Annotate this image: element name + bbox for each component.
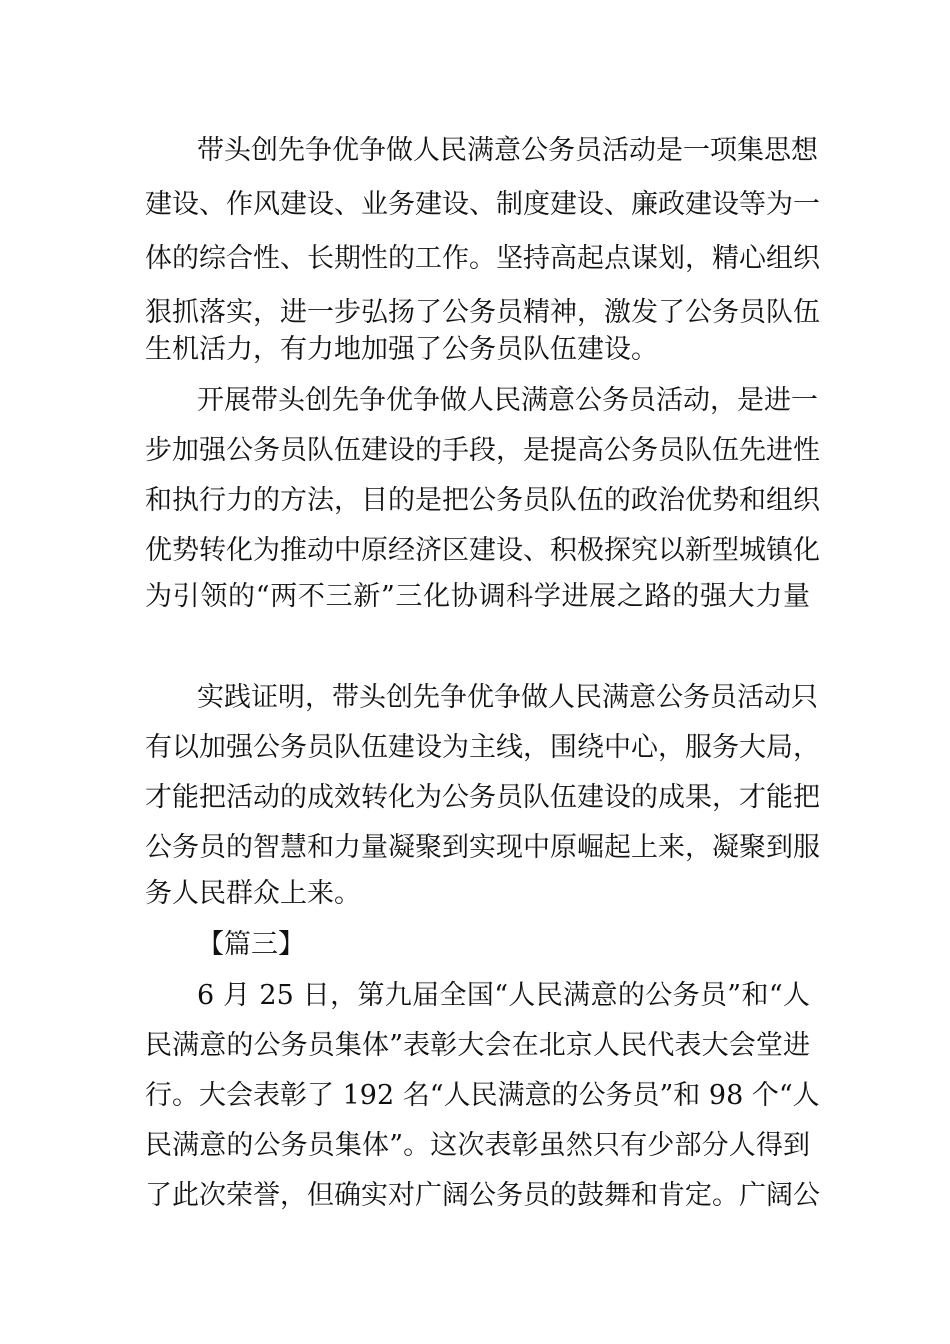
- paragraph-1-line-5: 生机活力，有力地加强了公务员队伍建设。: [145, 334, 658, 365]
- paragraph-1-line-2: 建设、作风建设、业务建设、制度建设、廉政建设等为一: [145, 189, 820, 220]
- paragraph-3-line-1: 实践证明，带头创先争优争做人民满意公务员活动只: [197, 682, 818, 713]
- paragraph-3-line-3: 才能把活动的成效转化为公务员队伍建设的成果，才能把: [145, 782, 820, 813]
- paragraph-5-line-3: 行。大会表彰了 192 名“人民满意的公务员”和 98 个“人: [145, 1080, 820, 1111]
- paragraph-3-line-5: 务人民群众上来。: [145, 878, 361, 909]
- paragraph-3-line-4: 公务员的智慧和力量凝聚到实现中原崛起上来，凝聚到服: [145, 832, 820, 863]
- paragraph-5-line-1: 6 月 25 日，第九届全国“人民满意的公务员”和“人: [197, 980, 810, 1011]
- paragraph-5-line-4: 民满意的公务员集体”。这次表彰虽然只有少部分人得到: [145, 1130, 810, 1161]
- paragraph-1-line-3: 体的综合性、长期性的工作。坚持高起点谋划，精心组织: [145, 243, 820, 274]
- paragraph-2-line-4: 优势转化为推动中原经济区建设、积极探究以新型城镇化: [145, 535, 820, 566]
- section-heading: 【篇三】: [197, 929, 305, 960]
- paragraph-2-line-3: 和执行力的方法，目的是把公务员队伍的政治优势和组织: [145, 485, 820, 516]
- paragraph-1-line-4: 狠抓落实，进一步弘扬了公务员精神，激发了公务员队伍: [145, 297, 820, 328]
- paragraph-5-line-2: 民满意的公务员集体”表彰大会在北京人民代表大会堂进: [145, 1030, 810, 1061]
- paragraph-3-line-2: 有以加强公务员队伍建设为主线，围绕中心，服务大局，: [145, 732, 820, 763]
- paragraph-1-line-1: 带头创先争优争做人民满意公务员活动是一项集思想: [197, 135, 818, 166]
- paragraph-2-line-2: 步加强公务员队伍建设的手段，是提高公务员队伍先进性: [145, 435, 820, 466]
- paragraph-2-line-5: 为引领的“两不三新”三化协调科学进展之路的强大力量: [145, 581, 810, 612]
- paragraph-2-line-1: 开展带头创先争优争做人民满意公务员活动，是进一: [197, 385, 818, 416]
- paragraph-5-line-5: 了此次荣誉，但确实对广阔公务员的鼓舞和肯定。广阔公: [145, 1180, 820, 1211]
